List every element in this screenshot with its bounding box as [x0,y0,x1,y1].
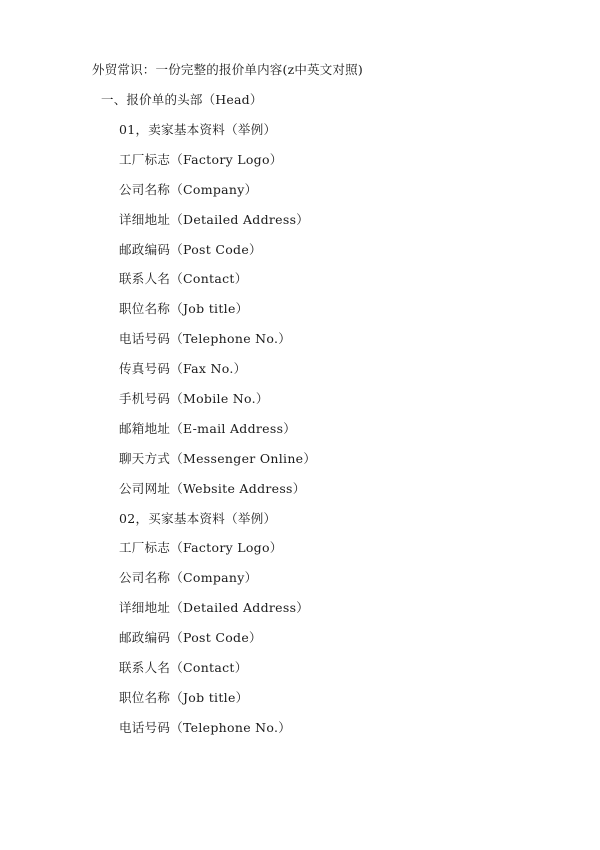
line-fax: 传真号码（Fax No.） [119,361,247,377]
line-factory-logo: 工厂标志（Factory Logo） [119,151,283,167]
line-messenger: 聊天方式（Messenger Online） [119,450,317,466]
line-detailed-address: 详细地址（Detailed Address） [119,211,310,227]
line-contact: 联系人名（Contact） [119,271,248,287]
line-contact: 联系人名（Contact） [119,660,248,676]
line-factory-logo: 工厂标志（Factory Logo） [119,540,283,556]
line-post-code: 邮政编码（Post Code） [119,630,262,646]
line-mobile: 手机号码（Mobile No.） [119,391,269,407]
line-detailed-address: 详细地址（Detailed Address） [119,600,310,616]
content-lines [119,122,316,750]
section-heading-head: 一、报价单的头部（Head） [101,92,263,107]
line-job-title: 职位名称（Job title） [119,301,249,317]
line-telephone: 电话号码（Telephone No.） [119,331,292,347]
line-job-title: 职位名称（Job title） [119,689,249,705]
line-email: 邮箱地址（E-mail Address） [119,420,297,436]
line-post-code: 邮政编码（Post Code） [119,241,262,257]
subsection-heading-buyer: 02，买家基本资料（举例） [119,510,277,526]
line-website: 公司网址（Website Address） [119,480,306,496]
line-company: 公司名称（Company） [119,181,258,197]
line-company: 公司名称（Company） [119,570,258,586]
line-telephone: 电话号码（Telephone No.） [119,719,292,735]
subsection-heading-seller: 01，卖家基本资料（举例） [119,122,277,137]
document-title: 外贸常识：一份完整的报价单内容(z中英文对照) [92,62,363,77]
